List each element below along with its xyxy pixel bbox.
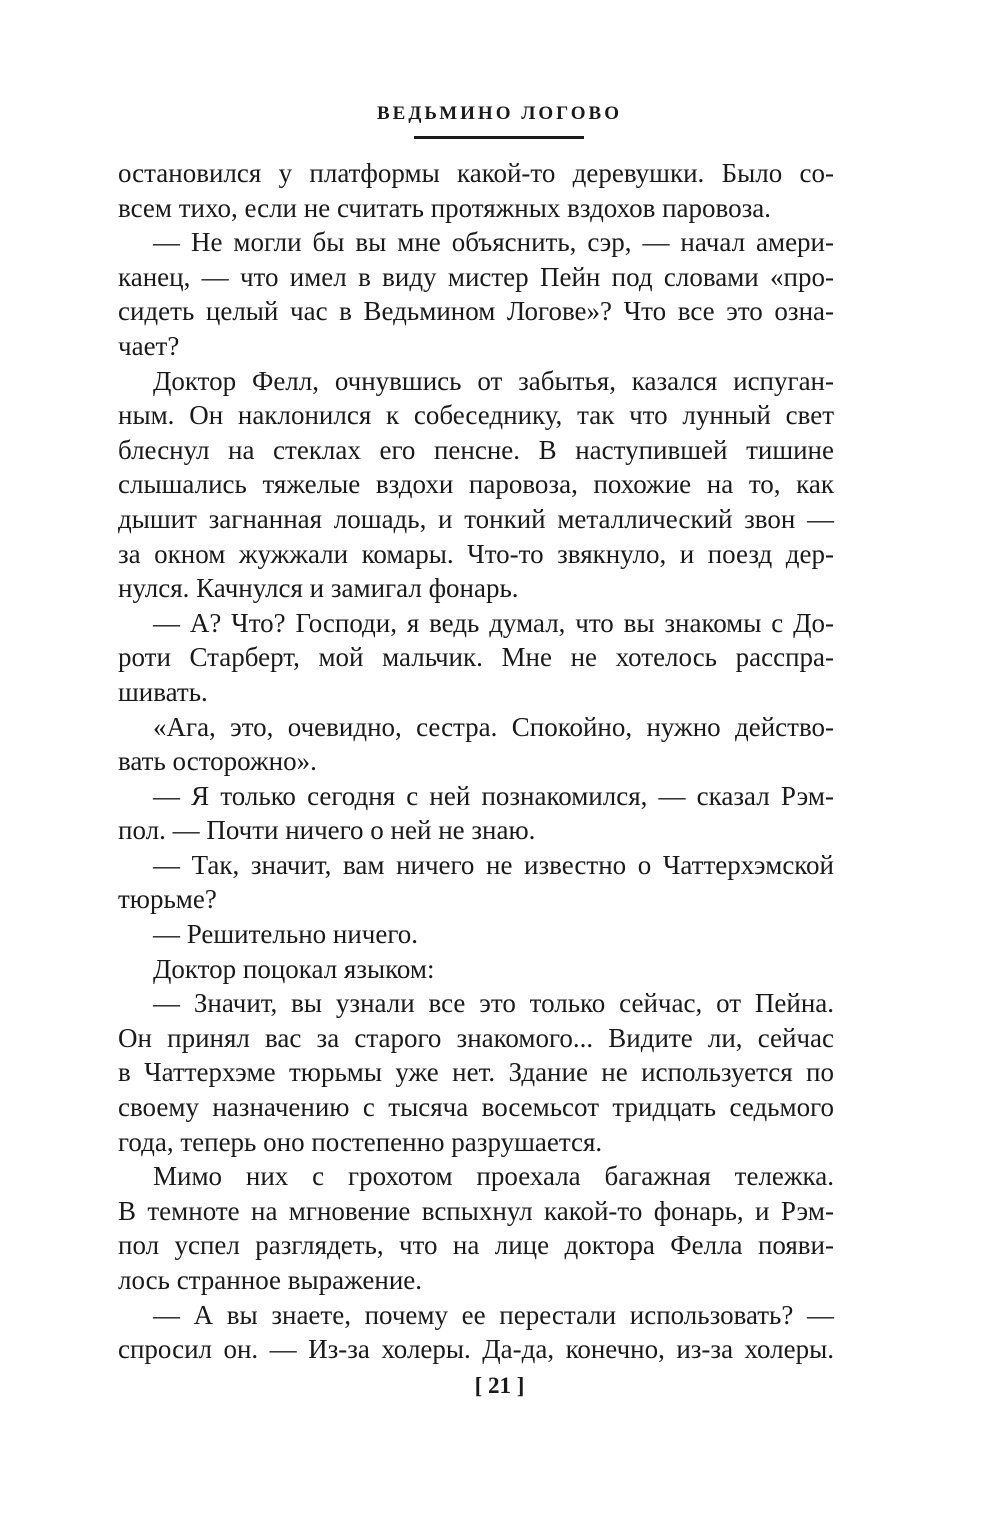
page-number: [ 21 ] [474,1373,525,1398]
text-line: лось странное выражение. [118,1265,423,1295]
text-line: канец, — что имел в виду мистер Пейн под словами «про- [118,261,834,292]
text-line: своему назначению с тысяча восемьсот тридцать седьмого [118,1092,834,1123]
text-line: спросил он. — Из-за холеры. Да-да, конечно, из-за холеры. [118,1334,834,1365]
text-line: пол успел разглядеть, что на лице доктора Фелла появи- [118,1230,834,1261]
text-line: пол. — Почти ничего о ней не знаю. [118,815,536,846]
body-text [118,156,834,1367]
text-line: — Так, значит, вам ничего не известно о Чаттерхэмской [153,849,834,880]
running-head-rule [414,136,584,139]
running-head: ВЕДЬМИНО ЛОГОВО [376,103,623,124]
text-line: тюрьме? [118,884,217,915]
text-line: вать осторожно». [118,746,317,777]
text-line: — Значит, вы узнали все это только сейчас, от Пейна. [153,988,834,1019]
text-line: слышались тяжелые вздохи паровоза, похожие на то, как [118,469,834,500]
text-line: роти Старберт, мой мальчик. Мне не хотелось расспра- [118,642,834,673]
text-line: Доктор поцокал языком: [153,953,435,984]
text-line: шивать. [118,676,208,707]
text-line: — А? Что? Господи, я ведь думал, что вы знакомы с До- [153,607,834,638]
text-line: В темноте на мгновение вспыхнул какой-то фонарь, и Рэм- [118,1195,834,1226]
text-line: остановился у платформы какой-то деревушки. Было со- [118,158,834,188]
text-line: всем тихо, если не считать протяжных вздохов паровоза. [118,192,771,223]
text-line: года, теперь оно постепенно разрушается. [118,1126,603,1157]
text-line: сидеть целый час в Ведьмином Логове»? Что все это озна- [118,296,834,327]
text-line: в Чаттерхэме тюрьмы уже нет. Здание не используется по [118,1057,834,1088]
text-line: нулся. Качнулся и замигал фонарь. [118,573,519,604]
text-line: блеснул на стеклах его пенсне. В наступившей тишине [118,434,834,465]
text-line: Он принял вас за старого знакомого... Видите ли, сейчас [118,1022,834,1053]
text-line: — А вы знаете, почему ее перестали использовать? — [153,1299,834,1330]
text-line: — Я только сегодня с ней познакомился, — сказал Рэм- [153,780,834,811]
text-line: дышит загнанная лошадь, и тонкий металлический звон — [118,503,834,534]
text-line: Мимо них с грохотом проехала багажная тележка. [153,1161,834,1192]
text-line: — Решительно ничего. [153,919,419,950]
text-line: «Ага, это, очевидно, сестра. Спокойно, нужно действо- [153,711,834,742]
text-line: — Не могли бы вы мне объяснить, сэр, — начал амери- [153,227,834,258]
text-line: Доктор Фелл, очнувшись от забытья, казался испуган- [153,365,834,396]
text-line: ным. Он наклонился к собеседнику, так что лунный свет [118,400,834,431]
text-line: за окном жужжали комары. Что-то звякнуло, и поезд дер- [118,538,834,569]
text-line: чает? [118,330,180,361]
